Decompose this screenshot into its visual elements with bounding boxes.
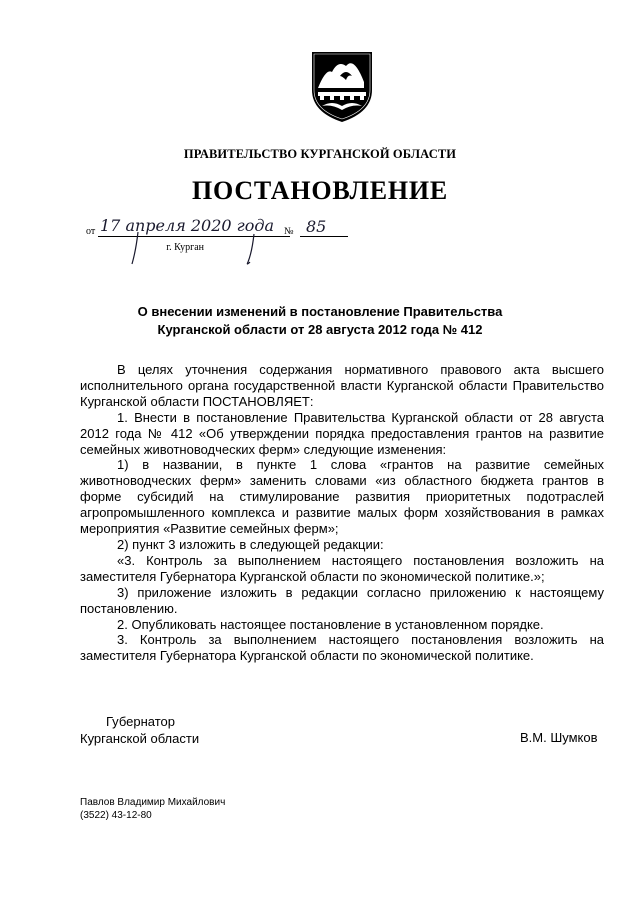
date-number-block (86, 216, 356, 270)
body-paragraph: 2) пункт 3 изложить в следующей редакции: (117, 536, 384, 552)
handwriting-flourish-icon (86, 222, 356, 270)
signatory-title-line-1: Губернатор (106, 714, 175, 729)
city-label: г. Курган (166, 242, 204, 253)
subject-line-1: О внесении изменений в постановление Правительства (137, 304, 503, 319)
government-name: ПРАВИТЕЛЬСТВО КУРГАНСКОЙ ОБЛАСТИ (183, 147, 457, 161)
document-type-title: ПОСТАНОВЛЕНИЕ (191, 176, 449, 205)
decree-body (80, 362, 604, 664)
coat-of-arms-icon (302, 46, 382, 126)
signatory-title-line-2: Курганской области (80, 731, 200, 746)
body-paragraph: В целях уточнения содержания нормативного правового акта высшего исполнительного органа государственной власти Курганской области Правительство Курганской области ПОСТАНОВЛЯЕТ: (80, 362, 604, 409)
number-sign: № (284, 226, 294, 237)
signatory-name: В.М. Шумков (520, 730, 598, 745)
body-paragraph: 1) в названии, в пункте 1 слова «грантов на развитие семейных животноводческих ферм» заменить словами «из областного бюджета грантов в форме субсидий на стимулирование развития приоритетных подотраслей агропромышленного комплекса и развитие малых форм хозяйствования в рамках мероприятия «Развитие семейных ферм»; (80, 457, 604, 537)
contact-phone: (3522) 43-12-80 (80, 810, 152, 821)
body-paragraph: 3) приложение изложить в редакции согласно приложению к настоящему постановлению. (80, 584, 604, 616)
date-prefix: от (86, 226, 96, 237)
signatory-title (80, 713, 199, 747)
body-paragraph: «3. Контроль за выполнением настоящего постановления возложить на заместителя Губернатора Курганской области по экономической политике.»; (80, 552, 604, 584)
handwritten-date: 17 апреля 2020 года (100, 216, 275, 235)
contact-name: Павлов Владимир Михайлович (80, 797, 226, 808)
body-paragraph: 3. Контроль за выполнением настоящего постановления возложить на заместителя Губернатора Курганской области по экономической политике. (80, 632, 604, 664)
body-paragraph: 2. Опубликовать настоящее постановление в установленном порядке. (117, 616, 544, 632)
body-paragraph: 1. Внести в постановление Правительства Курганской области от 28 августа 2012 года № 412 «Об утверждении порядка предоставления грантов на развитие семейных животноводческих ферм» следующие изменения: (80, 409, 604, 457)
subject-line-2: Курганской области от 28 августа 2012 года № 412 (157, 322, 483, 337)
handwritten-number: 85 (306, 217, 327, 236)
contact-block (80, 796, 225, 822)
decree-subject (80, 303, 560, 339)
